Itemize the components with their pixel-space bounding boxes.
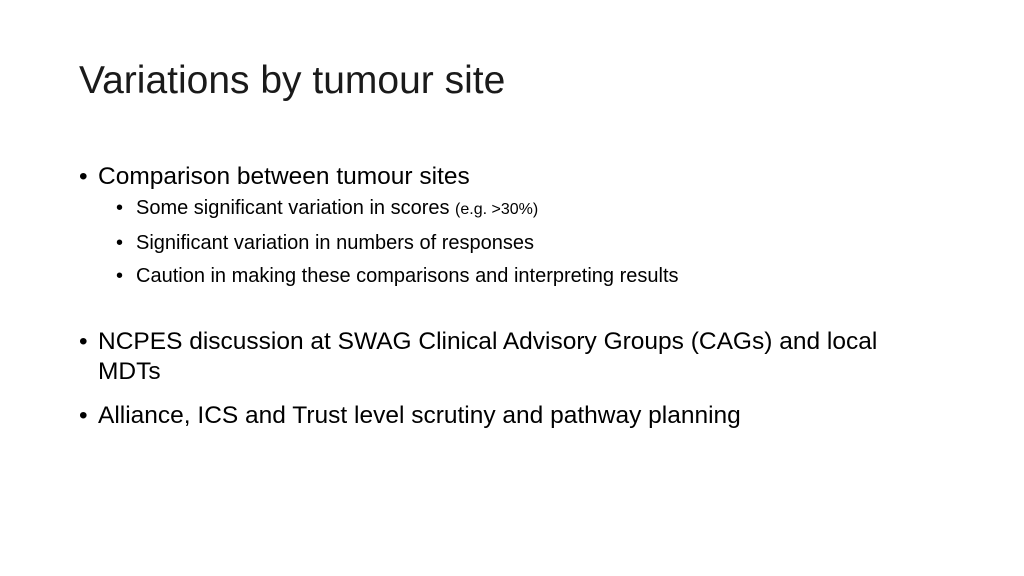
spacer: [79, 297, 939, 327]
bullet-item: [79, 162, 939, 192]
slide-body: [79, 162, 939, 431]
bullet-icon: •: [79, 402, 88, 429]
sub-bullet-item: [79, 196, 939, 222]
sub-bullet-note: (e.g. >30%): [455, 201, 539, 218]
bullet-icon: •: [116, 232, 124, 254]
bullet-icon: •: [116, 265, 124, 287]
bullet-icon: •: [79, 328, 88, 355]
bullet-text: NCPES discussion at SWAG Clinical Advisory Groups (CAGs) and local MDTs: [98, 328, 878, 385]
spacer: [79, 387, 939, 401]
sub-bullet-text: Caution in making these comparisons and interpreting results: [136, 265, 679, 287]
bullet-text: Alliance, ICS and Trust level scrutiny and pathway planning: [98, 402, 741, 429]
slide-title: Variations by tumour site: [79, 59, 506, 102]
sub-bullet-text: Some significant variation in scores: [136, 197, 456, 219]
bullet-icon: •: [116, 197, 124, 219]
bullet-item: [79, 401, 939, 431]
sub-bullet-text: Significant variation in numbers of responses: [136, 232, 534, 254]
sub-bullet-list: [79, 196, 939, 288]
bullet-icon: •: [79, 163, 88, 190]
bullet-item: [79, 327, 939, 387]
bullet-text: Comparison between tumour sites: [98, 163, 470, 190]
sub-bullet-item: [79, 231, 939, 255]
sub-bullet-item: [79, 264, 939, 288]
